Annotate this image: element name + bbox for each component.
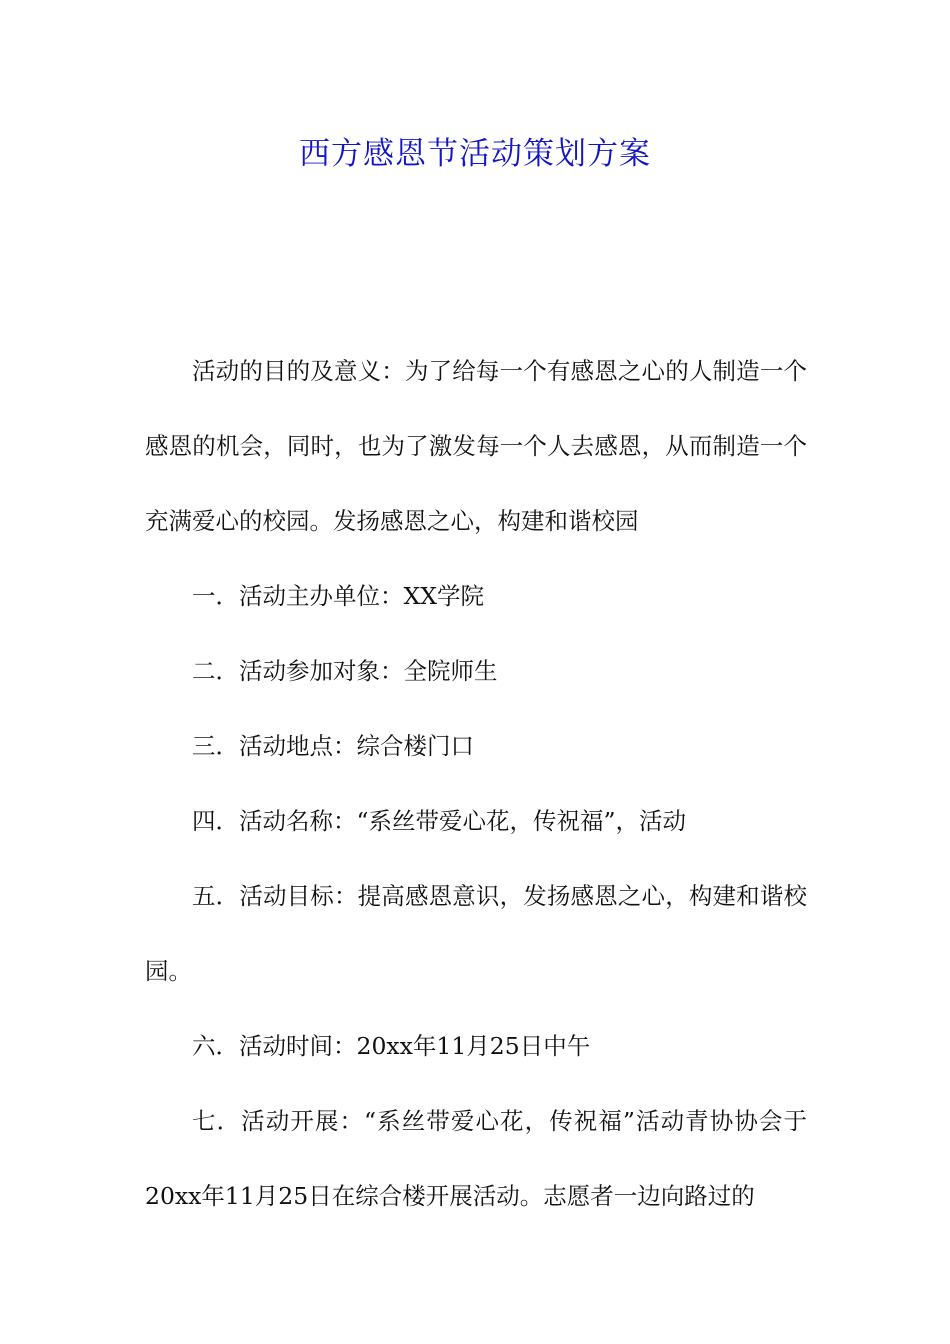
paragraph-organizer: 一．活动主办单位：XX学院 — [192, 582, 484, 610]
paragraph-purpose: 活动的目的及意义：为了给每一个有感恩之心的人制造一个感恩的机会，同时，也为了激发每一个人去感恩，从而制造一个充满爱心的校园。发扬感恩之心，构建和谐校园 — [145, 357, 807, 535]
document-title: 西方感恩节活动策划方案 — [299, 136, 651, 172]
paragraph-execution: 七．活动开展：“系丝带爱心花，传祝福”活动青协协会于20xx年11月25日在综合楼开展活动。志愿者一边向路过的 — [145, 1107, 807, 1210]
paragraph-time: 六．活动时间：20xx年11月25日中午 — [192, 1032, 591, 1060]
paragraph-location: 三．活动地点：综合楼门口 — [192, 732, 474, 760]
paragraph-activity-name: 四．活动名称：“系丝带爱心花，传祝福”，活动 — [192, 807, 687, 835]
document-body — [145, 334, 807, 1234]
paragraph-goal: 五．活动目标：提高感恩意识，发扬感恩之心，构建和谐校园。 — [145, 882, 807, 985]
paragraph-participants: 二．活动参加对象：全院师生 — [192, 657, 498, 685]
